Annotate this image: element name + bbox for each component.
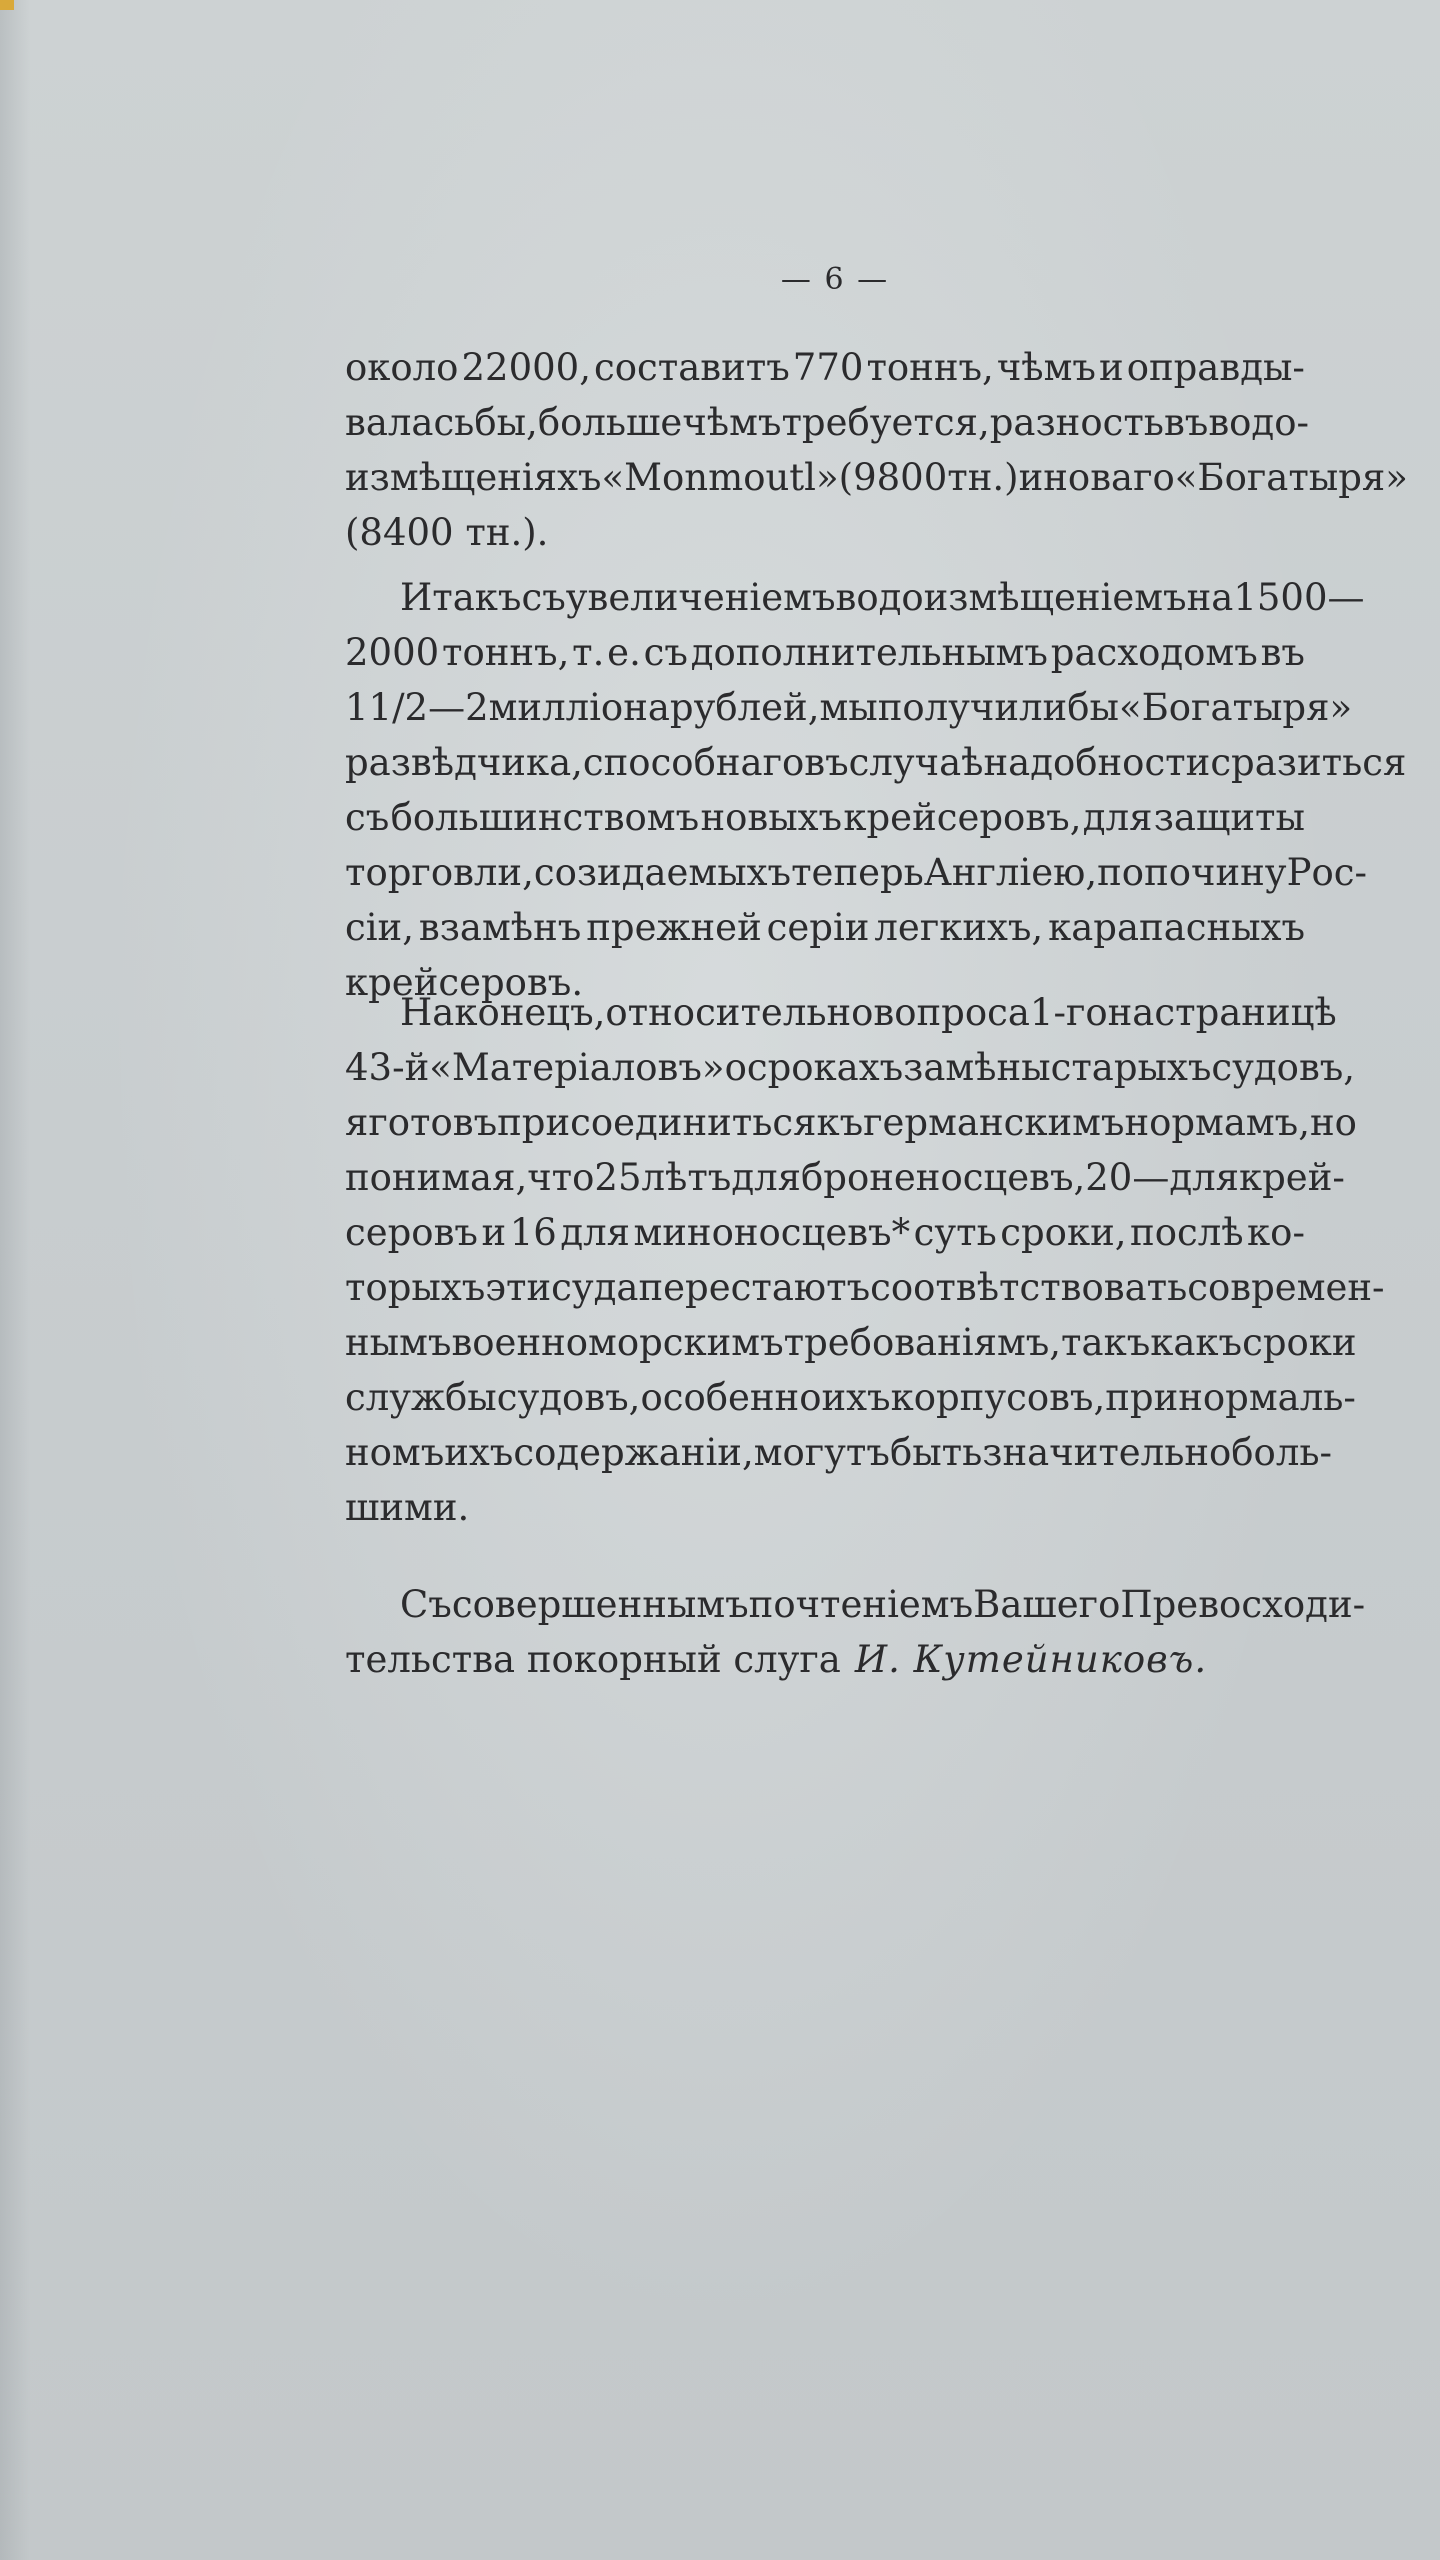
word: чѣмъ <box>996 346 1096 389</box>
word: составитъ <box>594 346 790 389</box>
word: ко- <box>1247 1211 1305 1254</box>
word: требованіямъ, <box>783 1321 1062 1364</box>
text-line <box>345 1577 1366 1632</box>
text-line <box>345 450 1408 505</box>
text-line <box>345 1040 1356 1095</box>
word: старыхъ <box>1050 1046 1212 1089</box>
word: и <box>1098 346 1124 389</box>
word: И <box>400 576 433 619</box>
word: Рос- <box>1286 851 1367 894</box>
text-line <box>345 985 1337 1040</box>
text-line <box>345 790 1305 845</box>
word: сроки, <box>1000 1211 1127 1254</box>
text-line <box>345 735 1407 790</box>
word: тн.) <box>947 456 1019 499</box>
word: корпусовъ, <box>890 1376 1106 1419</box>
word: такъ <box>1061 1321 1151 1364</box>
word: ихъ <box>444 1431 514 1474</box>
word: способнаго <box>582 741 805 784</box>
word: расходомъ <box>1050 631 1258 674</box>
word: тоннъ, <box>441 631 570 674</box>
word: срокахъ <box>746 1046 904 1089</box>
corner-tab-mark <box>0 0 14 10</box>
word: водоизмѣщеніемъ <box>835 576 1187 619</box>
word: для <box>560 1211 630 1254</box>
word: большинствомъ <box>390 796 700 839</box>
paragraph-2 <box>345 570 1407 1010</box>
word: 1-го <box>1029 991 1108 1034</box>
word: разность <box>989 401 1164 444</box>
word: оправды- <box>1126 346 1305 389</box>
text-line <box>345 845 1367 900</box>
word: съ <box>643 631 688 674</box>
word: содержаніи, <box>513 1431 754 1474</box>
word: развѣдчика, <box>345 741 583 784</box>
word: (9800 <box>838 456 948 499</box>
text-line: (8400 тн.). <box>345 511 549 554</box>
text-line <box>345 900 1305 955</box>
word: и <box>481 1211 507 1254</box>
word: измѣщеніяхъ <box>345 456 602 499</box>
word: сроки <box>1242 1321 1357 1364</box>
word: быть <box>889 1431 983 1474</box>
word: готовъ <box>368 1101 498 1144</box>
text-line: тельства покорный слуга И. Кутейниковъ. <box>345 1632 1305 1687</box>
word: эти <box>485 1266 552 1309</box>
word: нормаль- <box>1178 1376 1356 1419</box>
word: 25 <box>594 1156 642 1199</box>
word: почину <box>1144 851 1287 894</box>
word: 770 <box>792 346 864 389</box>
word: по <box>1097 851 1145 894</box>
closing-paragraph <box>345 1577 1366 1687</box>
word: Превосходи- <box>1120 1583 1366 1626</box>
word: сіи, <box>345 906 414 949</box>
word: въ <box>1163 401 1209 444</box>
word: номъ <box>345 1431 445 1474</box>
word: больше <box>537 401 683 444</box>
word: относительно <box>605 991 874 1034</box>
word: я <box>345 1101 369 1144</box>
text-line <box>345 1260 1385 1315</box>
word: германскимъ <box>863 1101 1125 1144</box>
word: военно <box>451 1321 589 1364</box>
word: судовъ, <box>1211 1046 1356 1089</box>
word: замѣны <box>903 1046 1051 1089</box>
word: о <box>724 1046 747 1089</box>
word: 22000, <box>461 346 591 389</box>
word: соотвѣтствовать <box>870 1266 1188 1309</box>
word: новаго <box>1043 456 1175 499</box>
text-line: шими. <box>345 1486 470 1529</box>
word: новыхъ <box>700 796 843 839</box>
text-line <box>345 625 1305 680</box>
text-line <box>345 395 1309 450</box>
word: Съ <box>400 1583 452 1626</box>
word: случаѣ <box>848 741 984 784</box>
word: какъ <box>1150 1321 1243 1364</box>
word: крейсеровъ, <box>843 796 1082 839</box>
word: требуется, <box>781 401 990 444</box>
word: службы <box>345 1376 497 1419</box>
text-line: крейсеровъ. <box>345 961 584 1004</box>
word: защиты <box>1153 796 1305 839</box>
word: 16 <box>509 1211 557 1254</box>
word: для <box>731 1156 801 1199</box>
word: въ <box>1260 631 1305 674</box>
word: и <box>1018 456 1044 499</box>
word: въ <box>804 741 849 784</box>
word: «Матеріаловъ» <box>429 1046 725 1089</box>
word: съ <box>345 796 390 839</box>
word: водо- <box>1208 401 1309 444</box>
text-line <box>345 340 1305 395</box>
word: серіи <box>766 906 870 949</box>
word: для <box>1082 796 1153 839</box>
signature: И. Кутейниковъ. <box>854 1638 1208 1681</box>
text-line <box>345 680 1353 735</box>
word: около <box>345 346 459 389</box>
word: бы, <box>474 401 538 444</box>
word: вопроса <box>873 991 1030 1034</box>
text-line <box>345 1315 1357 1370</box>
word: боль- <box>1231 1431 1332 1474</box>
word: такъ <box>432 576 522 619</box>
word: «Богатыря» <box>1174 456 1408 499</box>
word: нымъ <box>345 1321 452 1364</box>
word: на <box>1186 576 1234 619</box>
paragraph-1 <box>345 340 1408 560</box>
word: 11/2—2 <box>345 686 489 729</box>
paragraph-3 <box>345 985 1385 1535</box>
word: 1500— <box>1233 576 1365 619</box>
word: нормамъ, <box>1124 1101 1310 1144</box>
word: понимая, <box>345 1156 528 1199</box>
word: е. <box>607 631 641 674</box>
word: серовъ <box>345 1211 478 1254</box>
word: на <box>1107 991 1155 1034</box>
text-line <box>345 1150 1345 1205</box>
word: теперь <box>791 851 924 894</box>
word: взамѣнъ <box>418 906 582 949</box>
word: милліона <box>488 686 670 729</box>
word: ихъ <box>821 1376 891 1419</box>
word: валась <box>345 401 475 444</box>
word: надобности <box>983 741 1211 784</box>
word: сразиться <box>1210 741 1407 784</box>
word: къ <box>816 1101 864 1144</box>
word: Наконецъ, <box>400 991 606 1034</box>
word: дополнительнымъ <box>690 631 1048 674</box>
word: страницѣ <box>1154 991 1337 1034</box>
text-line <box>345 1370 1356 1425</box>
word: Англіею, <box>923 851 1098 894</box>
word: чѣмъ <box>682 401 782 444</box>
word: 2000 <box>345 631 440 674</box>
word: Вашего <box>973 1583 1121 1626</box>
text-line <box>345 1095 1357 1150</box>
word: 20—для <box>1085 1156 1239 1199</box>
word: совершеннымъ <box>451 1583 749 1626</box>
word: особенно <box>640 1376 822 1419</box>
page-edge-shadow <box>0 0 30 2560</box>
word: рублей, <box>669 686 820 729</box>
word: легкихъ, <box>874 906 1044 949</box>
word: судовъ, <box>496 1376 641 1419</box>
word: «Богатыря» <box>1118 686 1353 729</box>
word: что <box>527 1156 595 1199</box>
word: при <box>1105 1376 1179 1419</box>
word: суда <box>551 1266 639 1309</box>
word: съ <box>521 576 566 619</box>
word: созидаемыхъ <box>533 851 792 894</box>
word: увеличеніемъ <box>565 576 836 619</box>
word: лѣтъ <box>641 1156 732 1199</box>
word: карапасныхъ <box>1048 906 1305 949</box>
word: торговли, <box>345 851 534 894</box>
word: т. <box>572 631 605 674</box>
word: морскимъ <box>588 1321 784 1364</box>
word: «Monmoutl» <box>601 456 839 499</box>
word: тоннъ, <box>866 346 994 389</box>
text-line <box>345 1205 1305 1260</box>
word: современ- <box>1187 1266 1385 1309</box>
word: послѣ <box>1130 1211 1244 1254</box>
word: присоединиться <box>497 1101 817 1144</box>
text-line <box>345 1425 1332 1480</box>
word: суть <box>913 1211 997 1254</box>
word: миноносцевъ* <box>633 1211 911 1254</box>
page-number: — 6 — <box>780 262 890 297</box>
word: но <box>1309 1101 1357 1144</box>
word: мы <box>819 686 878 729</box>
word: перестаютъ <box>638 1266 871 1309</box>
word: могутъ <box>753 1431 890 1474</box>
word: получили <box>877 686 1068 729</box>
word: бы <box>1067 686 1119 729</box>
word: почтеніемъ <box>748 1583 974 1626</box>
word: броненосцевъ, <box>800 1156 1086 1199</box>
text-line <box>345 570 1365 625</box>
word: крей- <box>1238 1156 1345 1199</box>
word: торыхъ <box>345 1266 486 1309</box>
word: значительно <box>982 1431 1232 1474</box>
word: прежней <box>586 906 762 949</box>
word: 43-й <box>345 1046 430 1089</box>
